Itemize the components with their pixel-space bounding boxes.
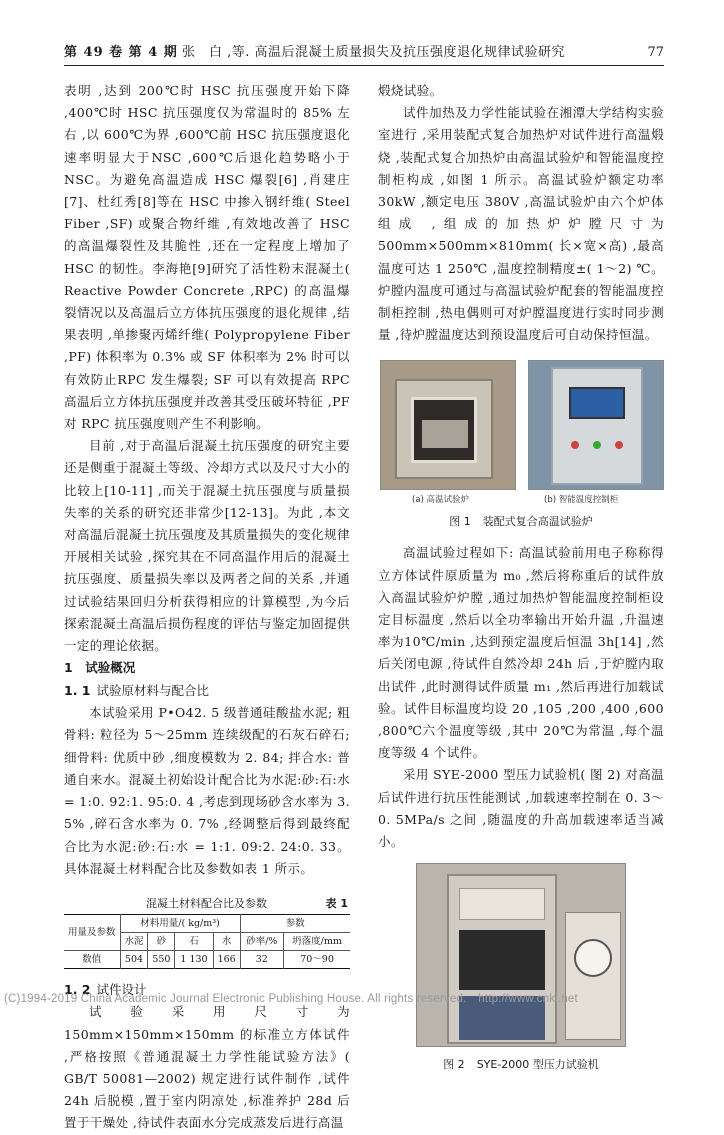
figure-1 (378, 360, 664, 508)
paragraph-furnace: 试件加热及力学性能试验在湘潭大学结构实验室进行 ,采用装配式复合加热炉对试件进行高温煅烧 ,装配式复合加热炉由高温试验炉和智能温度控制柜构成 ,如图 1 所示。高温试验炉额定功率30kW ,额定电压 380V ,高温试验炉由六个炉体组成 ,组成的加热炉炉膛尺寸为 500mm×500mm×810mm( 长×宽×高) ,最高温度可达 1 250℃ ,温度控制精度±( 1～2) ℃。炉膛内温度可通过与高温试验炉配套的智能温度控制柜控制 ,热电偶则可对炉膛温度进行实时同步测量 ,待炉膛温度达到预设温度后可自动保持恒温。 (378, 105, 664, 343)
paragraph-test-procedure: 高温试验过程如下: 高温试验前用电子称称得立方体试件原质量为 m₀ ,然后将称重后的试件放入高温试验炉炉膛 ,通过加热炉智能温度控制柜设定目标温度 ,然后以全功率输出开始升温 ,升温速率为10℃/min ,达到预定温度后恒温 3h[14] ,然后关闭电源 ,待试件自然冷却 24h 后 ,于炉膛内取出试件 ,此时测得试件质量 m₁ ,然后再进行加载试验。试件目标温度均设 20 ,105 ,200 ,400 ,600 ,800℃六个温度等级 ,其中 20℃为常温 ,每个温度等级 4 个试件。 (378, 545, 664, 761)
table-cell: 166 (213, 950, 240, 968)
table-col-header: 砂率/% (240, 932, 284, 950)
table-caption-text: 混凝土材料配合比及参数 (146, 896, 267, 910)
figure-number: 图 2 (443, 1058, 465, 1072)
running-header (64, 44, 664, 66)
control-cabinet-photo (528, 360, 664, 490)
page-number: 77 (647, 45, 664, 60)
furnace-photo (380, 360, 516, 490)
table-col-header: 石 (175, 932, 213, 950)
press-crosshead (459, 888, 545, 920)
table-col-header: 坍落度/mm (284, 932, 350, 950)
press-control-unit (565, 912, 621, 1040)
table-cell: 504 (120, 950, 148, 968)
paragraph-loading: 采用 SYE-2000 型压力试验机( 图 2) 对高温后试件进行抗压性能测试 ,加载速率控制在 0. 3～0. 5MPa/s 之间 ,随温度的升高加载速率适当减小。 (378, 767, 664, 850)
journal-volume: 第 49 卷 第 4 期 (64, 45, 178, 60)
indicator-light (593, 441, 601, 449)
paragraph-continuation: 煅烧试验。 (378, 83, 443, 98)
section-title: 试件设计 (96, 981, 147, 997)
copyright-footer: (C)1994-2019 China Academic Journal Electronic Publishing House. All rights reserved. http://www.cnki.net (4, 993, 578, 1005)
paragraph-specimen-design: 试验采用尺寸为 150mm×150mm×150mm 的标准立方体试件 ,严格按照《普通混凝土力学性能试验方法》( GB/T 50081—2002) 规定进行试件制作 ,试件 24h 后脱模 ,置于室内阴凉处 ,标准养护 28d 后置于干燥处 ,待试件表面水分完成蒸发后进行高温 (64, 1004, 350, 1131)
section-heading-1-1 (64, 680, 350, 703)
table-col-header: 水泥 (120, 932, 148, 950)
figure-number: 图 1 (449, 515, 471, 529)
running-title: 张 白 ,等. 高温后混凝土质量损失及抗压强度退化规律试验研究 (182, 45, 566, 60)
table-row-label: 数值 (64, 950, 120, 968)
subcaption-a: (a) 高温试验炉 (412, 495, 470, 506)
furnace-body (395, 379, 493, 479)
press-frame (447, 874, 557, 1044)
mix-proportion-table (64, 914, 350, 969)
control-panel (551, 367, 643, 485)
indicator-light (615, 441, 623, 449)
paragraph-hsc-review: 表明 ,达到 200℃时 HSC 抗压强度开始下降 ,400℃时 HSC 抗压强度仅为常温时的 85% 左右 ,以 600℃为界 ,600℃前 HSC 抗压强度退化速率明显大于NSC ,600℃后退化趋势略小于 NSC。为避免高温造成 HSC 爆裂[6] ,肖建庄[7]、杜红秀[8]等在 HSC 中掺入钢纤维( Steel Fiber ,SF) 或聚合物纤维 ,有效地改善了 HSC 的高温爆裂性及其脆性 ,还在一定程度上增加了 HSC 的韧性。李海艳[9]研究了活性粉末混凝土( Reactive Powder Concrete ,RPC) 的高温爆裂情况以及高温后立方体抗压强度的退化规律 ,结果表明 ,单掺聚丙烯纤维( Polypropylene Fiber ,PF) 体积率为 0.3% 或 SF 体积率为 2% 时可以有效防止RPC 发生爆裂; SF 可以有效提高 RPC 高温后立方体抗压强度并改善其受压破坏特征 ,PF 对 RPC 抗压强度则产生不利影响。 (64, 83, 350, 432)
left-column (64, 80, 350, 1135)
paragraph-materials: 本试验采用 P•O42. 5 级普通硅酸盐水泥; 粗骨料: 粒径为 5～25mm 连续级配的石灰石碎石; 细骨料: 优质中砂 ,细度模数为 2. 84; 拌合水: 普通自来水。混凝土初始设计配合比为水泥:砂:石:水 = 1:0. 92:1. 95:0. 4 ,考虑到现场砂含水率为 3. 5% ,碎石含水率为 0. 7% ,经调整后得到最终配合比为水泥:砂:石:水 = 1:1. 09:2. 24:0. 33。具体混凝土材料配合比及参数如表 1 所示。 (64, 705, 350, 876)
table-number: 表 1 (325, 896, 348, 910)
table-cell: 1 130 (175, 950, 213, 968)
figure-2 (378, 863, 664, 1049)
section-title: 试验原材料与配合比 (96, 682, 210, 698)
press-loading-space (459, 930, 545, 990)
figure-1-caption (378, 512, 664, 532)
paragraph-research-status: 目前 ,对于高温后混凝土抗压强度的研究主要还是侧重于混凝土等级、冷却方式以及尺寸大小的比较上[10-11] ,而关于混凝土抗压强度与质量损失率的关系的研究还非常少[12-13]。为此 ,本文对高温后混凝土抗压强度及其质量损失的变化规律开展相关试验 ,探究其在不同高温作用后的混凝土抗压强度、质量损失率以及两者之间的关系 ,并通过试验结果回归分析获得相应的计算模型 ,为今后探索混凝土高温后损伤程度的评估与鉴定加固提供一定的理论依据。 (64, 438, 350, 654)
furnace-chamber (411, 397, 477, 463)
section-heading-1: 1 试验概况 (64, 660, 136, 676)
table-cell: 550 (148, 950, 175, 968)
table-col-header: 砂 (148, 932, 175, 950)
figure-caption-text: 装配式复合高温试验炉 (482, 515, 593, 529)
press-machine-photo (416, 863, 626, 1047)
table-caption (64, 894, 350, 914)
table-cell: 70～90 (284, 950, 350, 968)
right-column (378, 80, 664, 1085)
indicator-light (571, 441, 579, 449)
table-row-header: 用量及参数 (64, 914, 120, 950)
figure-caption-text: SYE-2000 型压力试验机 (476, 1058, 599, 1072)
mix-table-block (64, 894, 350, 969)
table-col-header: 水 (213, 932, 240, 950)
pressure-gauge-icon (574, 939, 612, 977)
subcaption-b: (b) 智能温度控制柜 (544, 495, 619, 506)
table-cell: 32 (240, 950, 284, 968)
section-number: 1. 1 (64, 682, 91, 698)
control-screen (569, 387, 625, 419)
table-group-header-materials: 材料用量/( kg/m³) (120, 914, 240, 932)
table-group-header-params: 参数 (240, 914, 350, 932)
section-number: 1. 2 (64, 981, 91, 997)
figure-2-caption (378, 1055, 664, 1075)
